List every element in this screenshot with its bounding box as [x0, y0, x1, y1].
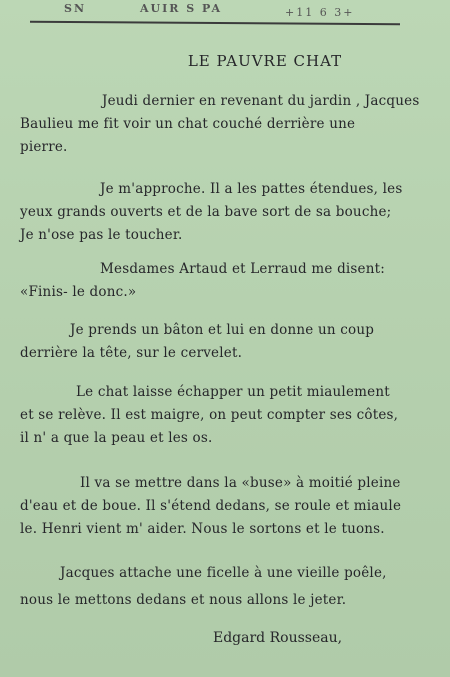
signature: Edgard Rousseau, [213, 630, 343, 646]
text-line: derrière la tête, sur le cervelet. [20, 345, 243, 361]
text-line: le. Henri vient m' aider. Nous le sortons et le tuons. [20, 521, 385, 537]
header-mark: SN [64, 2, 86, 15]
text-line: nous le mettons dedans et nous allons le jeter. [20, 592, 347, 608]
text-line: yeux grands ouverts et de la bave sort de sa bouche; [20, 204, 392, 220]
text-line: Je prends un bâton et lui en donne un coup [70, 322, 375, 338]
text-line: Je m'approche. Il a les pattes étendues, les [100, 181, 403, 197]
header-mark: +11 6 3+ [285, 6, 355, 19]
text-line: Jacques attache une ficelle à une vieille poêle, [60, 565, 387, 581]
text-line: pierre. [20, 139, 68, 155]
page-title: LE PAUVRE CHAT [187, 52, 343, 70]
text-line: Baulieu me fit voir un chat couché derrière une [20, 116, 356, 132]
text-line: «Finis- le donc.» [20, 284, 137, 300]
text-line: Il va se mettre dans la «buse» à moitié pleine [80, 475, 401, 491]
text-line: Je n'ose pas le toucher. [20, 227, 183, 243]
header-marks [40, 0, 420, 22]
text-line: Mesdames Artaud et Lerraud me disent: [100, 261, 386, 277]
header-mark: AUIR S PA [140, 2, 223, 15]
text-line: Le chat laisse échapper un petit miaulement [76, 384, 390, 400]
text-line: d'eau et de boue. Il s'étend dedans, se roule et miaule [20, 498, 402, 514]
text-line: et se relève. Il est maigre, on peut compter ses côtes, [20, 407, 399, 423]
text-line: Jeudi dernier en revenant du jardin , Jacques [102, 93, 420, 109]
text-line: il n' a que la peau et les os. [20, 430, 213, 446]
